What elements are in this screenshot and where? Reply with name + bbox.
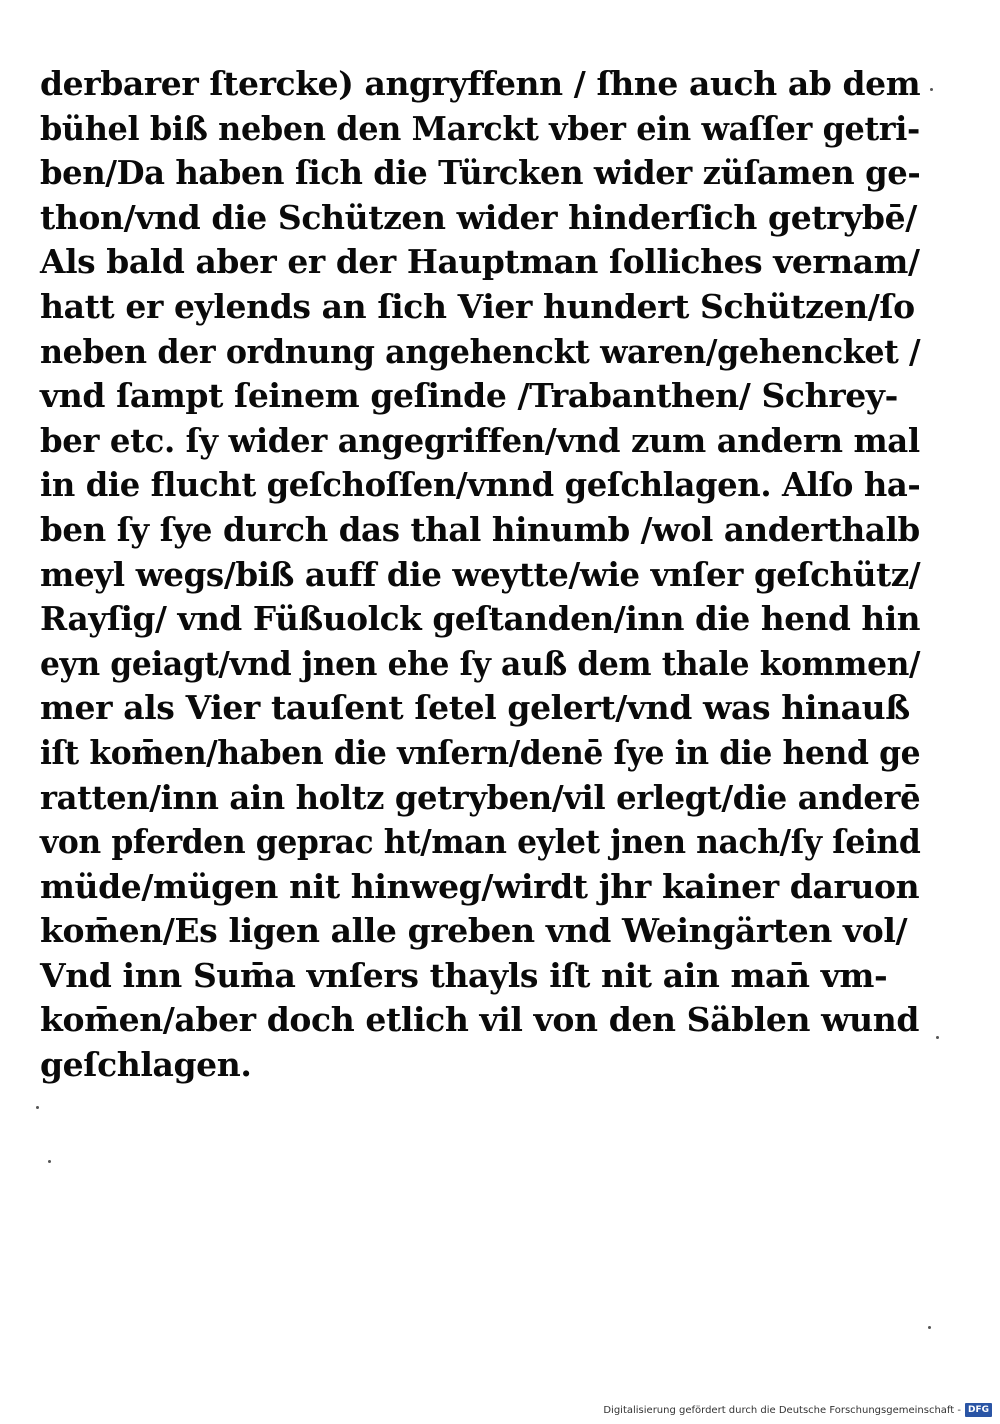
dfg-logo-icon: DFG (965, 1403, 992, 1417)
scan-speck (936, 1036, 939, 1039)
text-line: in die flucht geſchoſſen/vnnd geſchlagen. Alſo ha- (40, 465, 921, 505)
scan-speck (930, 88, 933, 91)
text-line: ben ſy ſye durch das thal hinumb /wol anderthalb (40, 509, 920, 549)
text-line: ber etc. ſy wider angegriffen/vnd zum andern mal (40, 420, 920, 460)
scan-speck (48, 1160, 51, 1163)
text-line: bühel biß neben den Marckt vber ein waſſer getri- (40, 108, 920, 148)
scan-speck (928, 1326, 931, 1329)
text-line: iſt kom̄en/haben die vnſern/denē ſye in die hend ge (40, 732, 921, 772)
text-line: vnd ſampt ſeinem geſinde /Trabanthen/ Schrey- (40, 376, 898, 416)
text-line: müde/mügen nit hinweg/wirdt jhr kainer daruon (40, 866, 920, 906)
text-line: meyl wegs/biß auff die weytte/wie vnſer geſchütz/ (40, 554, 921, 594)
text-line: Rayſig/ vnd Füßuolck geſtanden/inn die hend hin (40, 599, 921, 639)
text-line: neben der ordnung angehenckt waren/gehencket / (40, 331, 921, 371)
text-line: hatt er eylends an ſich Vier hundert Schützen/ſo (40, 286, 915, 326)
credit-text: Digitalisierung gefördert durch die Deutsche Forschungsgemeinschaft - (603, 1404, 961, 1416)
body-text (40, 62, 920, 1088)
digitization-credit (603, 1402, 992, 1418)
text-line: thon/vnd die Schützen wider hinderſich getrybē/ (40, 197, 917, 237)
text-line: kom̄en/Es ligen alle greben vnd Weingärten vol/ (40, 911, 908, 951)
text-line: derbarer ſtercke) angryffenn / ſhne auch ab dem (40, 64, 921, 103)
text-line: von pferden geprac ht/man eylet jnen nach/ſy ſeind (40, 822, 921, 862)
text-line: kom̄en/aber doch etlich vil von den Säblen wund (40, 1000, 920, 1040)
text-line: eyn geiagt/vnd jnen ehe ſy auß dem thale kommen/ (40, 643, 921, 683)
text-line: geſchlagen. (40, 1045, 252, 1085)
text-line: Vnd inn Sum̄a vnſers thayls iſt nit ain man̄ vm- (40, 955, 888, 995)
scan-speck (36, 1106, 39, 1109)
text-line: mer als Vier tauſent ſetel gelert/vnd was hinauß (40, 688, 910, 728)
text-line: ben/Da haben ſich die Türcken wider züſamen ge- (40, 153, 921, 193)
text-line: Als bald aber er der Hauptman ſolliches vernam/ (40, 242, 920, 282)
text-line: ratten/inn ain holtz getryben/vil erlegt/die anderē (40, 777, 921, 817)
